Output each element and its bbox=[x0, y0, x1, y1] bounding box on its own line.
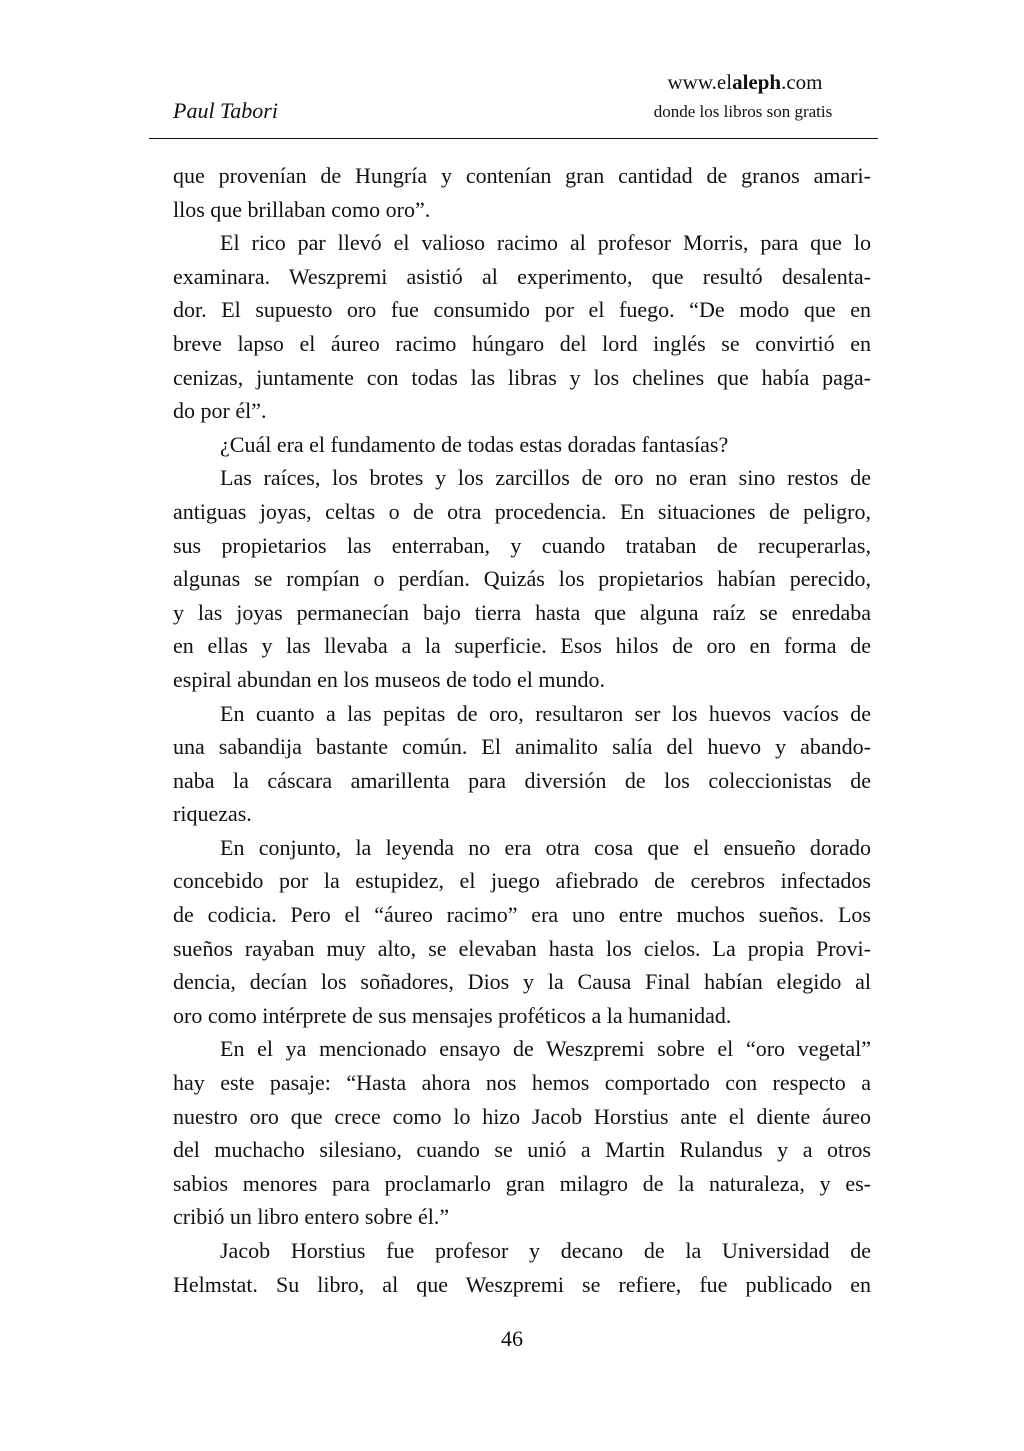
header-divider bbox=[149, 138, 878, 139]
text-line: espiral abundan en los museos de todo el mundo. bbox=[173, 666, 605, 692]
text-line: oro como intérprete de sus mensajes proféticos a la humanidad. bbox=[173, 1002, 732, 1028]
text-line: una sabandija bastante común. El animalito salía del huevo y abando- bbox=[173, 734, 871, 760]
text-line: que provenían de Hungría y contenían gran cantidad de granos amari- bbox=[173, 163, 871, 188]
text-line: nuestro oro que crece como lo hizo Jacob Horstius ante el diente áureo bbox=[173, 1103, 871, 1129]
text-line: hay este pasaje: “Hasta ahora nos hemos comportado con respecto a bbox=[173, 1070, 871, 1096]
site-url[interactable] bbox=[650, 70, 840, 94]
text-line: en ellas y las llevaba a la superficie. Esos hilos de oro en forma de bbox=[173, 633, 871, 659]
text-line: llos que brillaban como oro”. bbox=[173, 196, 431, 222]
text-line: sueños rayaban muy alto, se elevaban hasta los cielos. La propia Provi- bbox=[173, 935, 871, 961]
text-line: ¿Cuál era el fundamento de todas estas doradas fantasías? bbox=[220, 431, 729, 457]
text-line: de codicia. Pero el “áureo racimo” era uno entre muchos sueños. Los bbox=[173, 902, 871, 928]
text-line: cribió un libro entero sobre él.” bbox=[173, 1204, 450, 1230]
text-line: Las raíces, los brotes y los zarcillos de oro no eran sino restos de bbox=[220, 465, 871, 491]
text-line: En conjunto, la leyenda no era otra cosa que el ensueño dorado bbox=[220, 834, 871, 860]
text-line: naba la cáscara amarillenta para diversión de los coleccionistas de bbox=[173, 767, 871, 793]
site-url-prefix: www.el bbox=[667, 70, 733, 94]
text-line: dencia, decían los soñadores, Dios y la Causa Final habían elegido al bbox=[173, 969, 871, 995]
site-url-suffix: .com bbox=[781, 70, 823, 94]
text-line: En el ya mencionado ensayo de Weszpremi sobre el “oro vegetal” bbox=[220, 1036, 871, 1062]
text-line: Helmstat. Su libro, al que Weszpremi se refiere, fue publicado en bbox=[173, 1271, 871, 1297]
text-line: riquezas. bbox=[173, 801, 252, 827]
text-line: do por él”. bbox=[173, 398, 267, 424]
text-line: dor. El supuesto oro fue consumido por el fuego. “De modo que en bbox=[173, 297, 871, 323]
text-line: antiguas joyas, celtas o de otra procedencia. En situaciones de peligro, bbox=[173, 498, 871, 524]
text-line: Jacob Horstius fue profesor y decano de la Universidad de bbox=[220, 1238, 871, 1263]
text-line: El rico par llevó el valioso racimo al profesor Morris, para que lo bbox=[220, 230, 871, 256]
page-number: 46 bbox=[501, 1326, 523, 1351]
site-tagline: donde los libros son gratis bbox=[653, 102, 833, 121]
site-url-brand: aleph bbox=[732, 70, 782, 94]
text-line: sus propietarios las enterraban, y cuando trataban de recuperarlas, bbox=[173, 532, 871, 558]
text-line: breve lapso el áureo racimo húngaro del lord inglés se convirtió en bbox=[173, 330, 871, 356]
text-line: sabios menores para proclamarlo gran milagro de la naturaleza, y es- bbox=[173, 1170, 871, 1196]
text-line: y las joyas permanecían bajo tierra hasta que alguna raíz se enredaba bbox=[173, 599, 871, 625]
text-line: examinara. Weszpremi asistió al experimento, que resultó desalenta- bbox=[173, 263, 871, 289]
running-head-author: Paul Tabori bbox=[173, 98, 278, 123]
text-line: algunas se rompían o perdían. Quizás los propietarios habían perecido, bbox=[173, 566, 871, 592]
text-line: concebido por la estupidez, el juego afiebrado de cerebros infectados bbox=[173, 868, 871, 894]
text-line: cenizas, juntamente con todas las libras y los chelines que había paga- bbox=[173, 364, 871, 390]
text-line: del muchacho silesiano, cuando se unió a Martin Rulandus y a otros bbox=[173, 1137, 871, 1163]
text-line: En cuanto a las pepitas de oro, resultaron ser los huevos vacíos de bbox=[220, 700, 871, 726]
body-text bbox=[173, 159, 871, 1301]
